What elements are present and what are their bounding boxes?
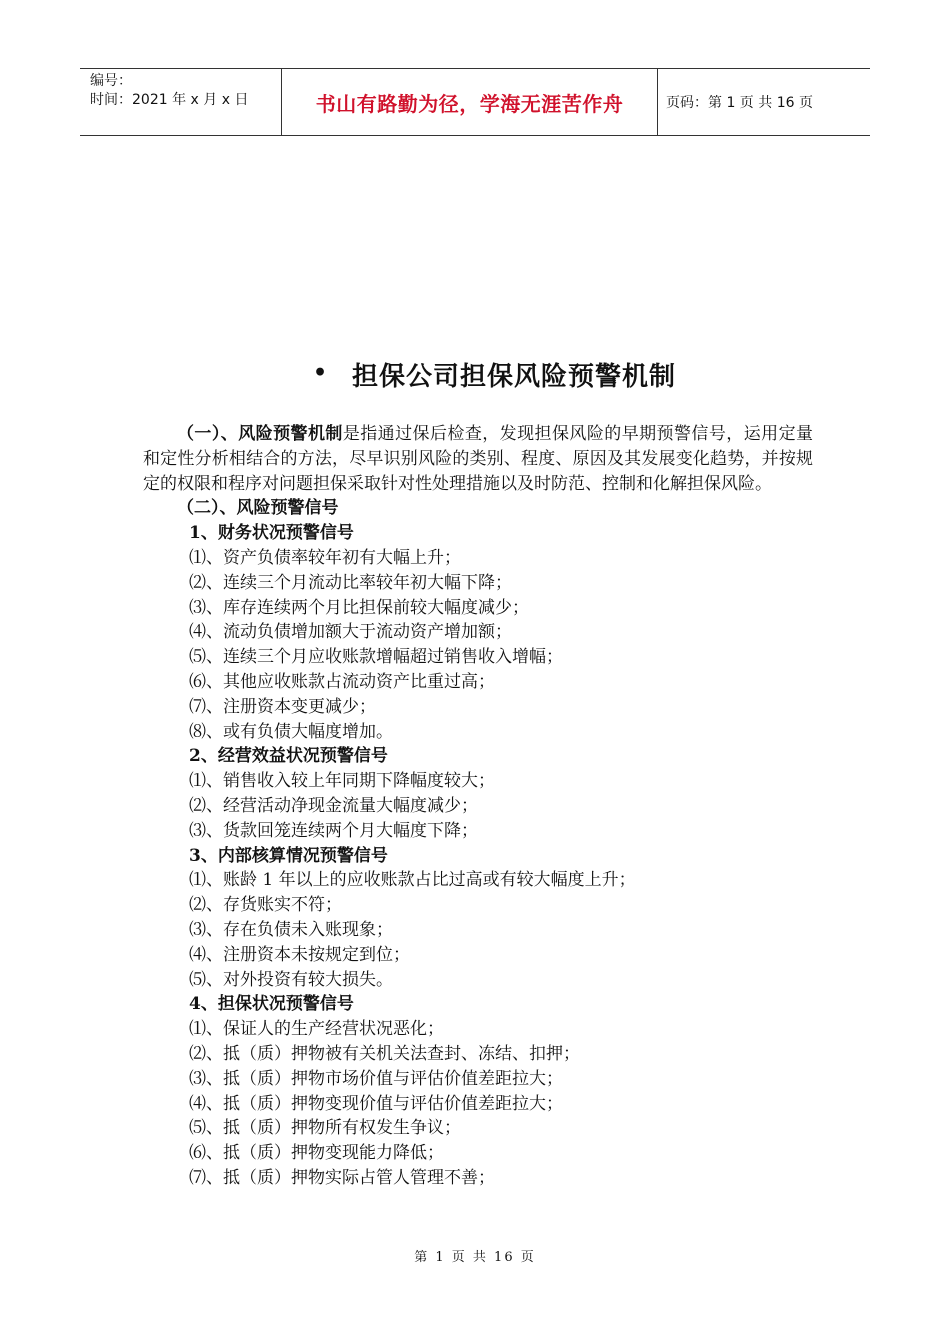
signal-item: ⑸、对外投资有较大损失。 bbox=[189, 969, 393, 990]
intro-text: 是指通过保后检查，发现担保风险的早期预警信号，运用定量和定性分析相结合的方法，尽早识别风险的类别、程度、原因及其发展变化趋势，并按规定的权限和程序对问题担保采取针对性处理措施以及时防范、控制和化解担保风险。 bbox=[143, 424, 814, 494]
header-meta-cell bbox=[80, 69, 282, 135]
signal-item: ⑴、资产负债率较年初有大幅上升； bbox=[189, 547, 461, 568]
header-page-info: 页码：第 1 页 共 16 页 bbox=[666, 95, 813, 111]
signal-group-heading: 4、担保状况预警信号 bbox=[189, 994, 354, 1015]
intro-lead: （一）、风险预警机制 bbox=[177, 424, 343, 444]
title-block bbox=[0, 352, 950, 396]
signal-item: ⑶、货款回笼连续两个月大幅度下降； bbox=[189, 820, 478, 841]
signal-item: ⑺、注册资本变更减少； bbox=[189, 696, 376, 717]
signal-item: ⑻、或有负债大幅度增加。 bbox=[189, 721, 393, 742]
signal-item: ⑹、其他应收账款占流动资产比重过高； bbox=[189, 671, 495, 692]
signal-item: ⑹、抵（质）押物变现能力降低； bbox=[189, 1143, 444, 1164]
signal-item: ⑸、连续三个月应收账款增幅超过销售收入增幅； bbox=[189, 647, 563, 668]
signal-item: ⑶、库存连续两个月比担保前较大幅度减少； bbox=[189, 597, 529, 618]
signal-item: ⑵、连续三个月流动比率较年初大幅下降； bbox=[189, 572, 512, 593]
intro-paragraph bbox=[143, 422, 813, 496]
warning-signal-groups bbox=[143, 521, 813, 1191]
title-bullet: • bbox=[313, 360, 328, 386]
page-footer: 第 1 页 共 16 页 bbox=[414, 1250, 536, 1265]
signal-item: ⑵、经营活动净现金流量大幅度减少； bbox=[189, 795, 478, 816]
signal-item: ⑶、存在负债未入账现象； bbox=[189, 919, 393, 940]
number-label: 编号： bbox=[90, 73, 132, 89]
section-two-title: （二）、风险预警信号 bbox=[177, 498, 339, 519]
signal-group-heading: 2、经营效益状况预警信号 bbox=[189, 746, 388, 767]
header-motto: 书山有路勤为径，学海无涯苦作舟 bbox=[282, 69, 658, 135]
signal-item: ⑷、注册资本未按规定到位； bbox=[189, 944, 410, 965]
signal-item: ⑵、存货账实不符； bbox=[189, 895, 342, 916]
header-table bbox=[80, 68, 870, 136]
signal-item: ⑺、抵（质）押物实际占管人管理不善； bbox=[189, 1167, 495, 1188]
signal-item: ⑴、销售收入较上年同期下降幅度较大； bbox=[189, 771, 495, 792]
document-body bbox=[143, 422, 813, 1191]
signal-item: ⑵、抵（质）押物被有关机关法查封、冻结、扣押； bbox=[189, 1043, 580, 1064]
document-title: 担保公司担保风险预警机制 bbox=[352, 362, 677, 392]
signal-group-heading: 3、内部核算情况预警信号 bbox=[189, 845, 388, 866]
signal-item: ⑸、抵（质）押物所有权发生争议； bbox=[189, 1118, 461, 1139]
signal-item: ⑴、账龄 1 年以上的应收账款占比过高或有较大幅度上升； bbox=[189, 870, 636, 891]
signal-item: ⑷、流动负债增加额大于流动资产增加额； bbox=[189, 622, 512, 643]
time-label: 时间：2021 年 x 月 x 日 bbox=[90, 92, 249, 108]
signal-item: ⑴、保证人的生产经营状况恶化； bbox=[189, 1019, 444, 1040]
signal-item: ⑶、抵（质）押物市场价值与评估价值差距拉大； bbox=[189, 1068, 563, 1089]
signal-group-heading: 1、财务状况预警信号 bbox=[189, 523, 354, 544]
signal-item: ⑷、抵（质）押物变现价值与评估价值差距拉大； bbox=[189, 1093, 563, 1114]
